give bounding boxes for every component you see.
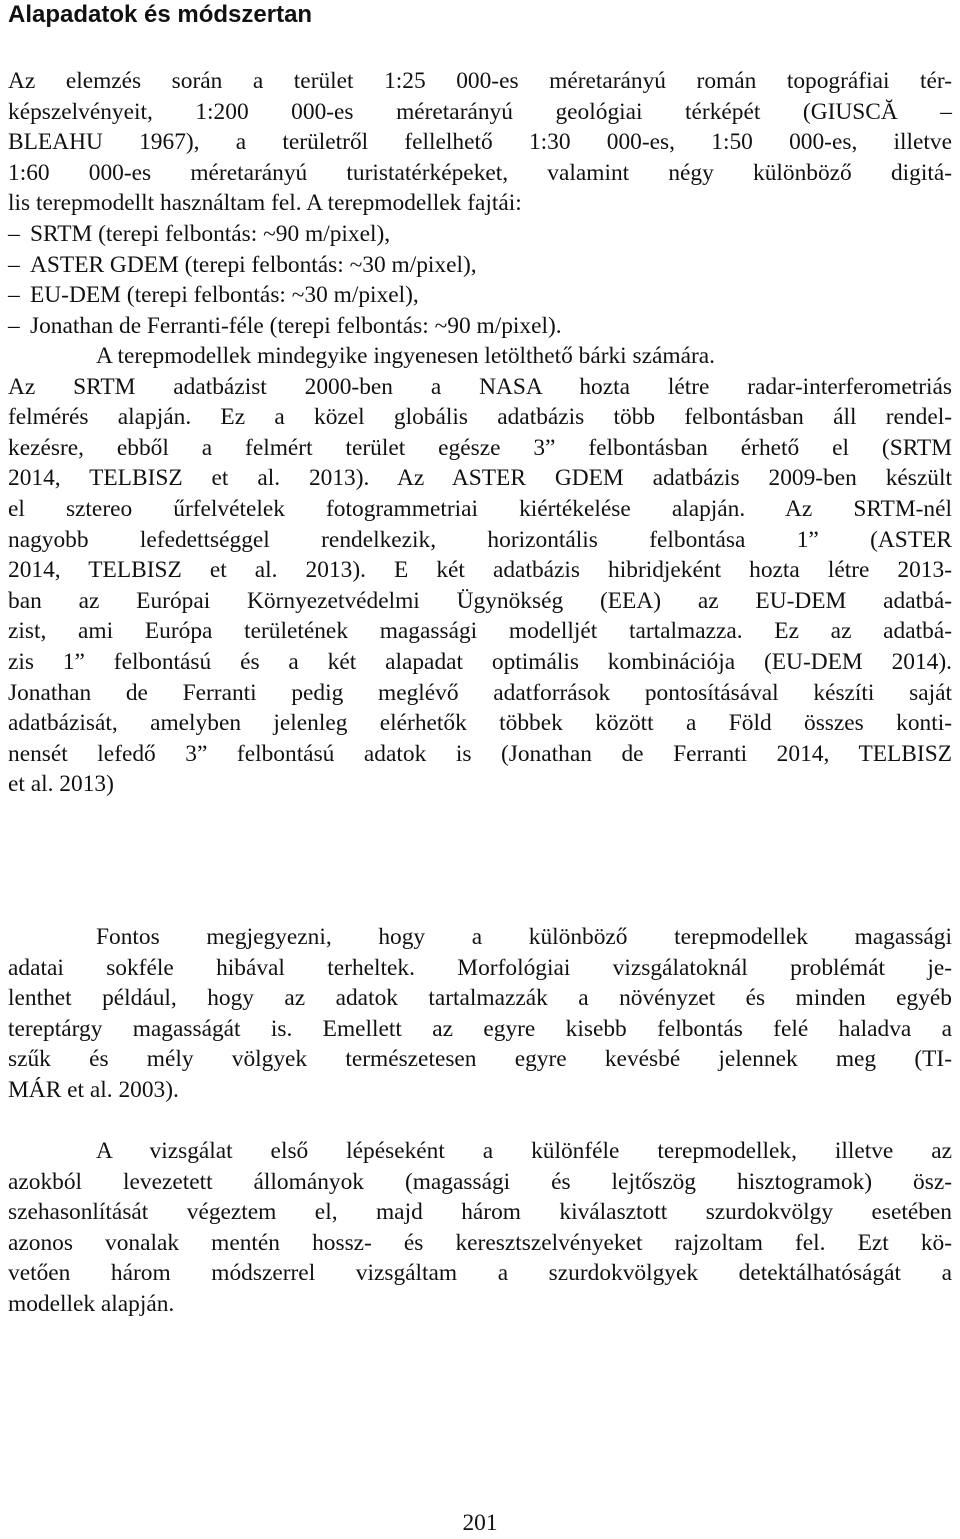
text-line: zis 1” felbontású és a két alapadat optimális kombinációja (EU-DEM 2014).	[8, 648, 952, 675]
list-item	[8, 250, 952, 281]
text-line: A vizsgálat első lépéseként a különféle terepmodellek, illetve az	[96, 1138, 952, 1164]
text-line: adatai sokféle hibával terheltek. Morfológiai vizsgálatoknál problémát je-	[8, 954, 952, 981]
text-line: modellek alapján.	[8, 1290, 175, 1317]
text-line: 2014, TELBISZ et al. 2013). Az ASTER GDEM adatbázis 2009-ben készült	[8, 465, 952, 492]
text-line: szehasonlítását végeztem el, majd három kiválasztott szurdokvölgy esetében	[8, 1199, 952, 1226]
text-line: ban az Európai Környezetvédelmi Ügynökség (EEA) az EU-DEM adatbá-	[8, 587, 952, 614]
text-line: tereptárgy magasságát is. Emellett az egyre kisebb felbontás felé haladva a	[8, 1015, 952, 1042]
text-line: Jonathan de Ferranti pedig meglévő adatforrások pontosításával készíti saját	[8, 679, 952, 706]
list-dash: –	[8, 282, 20, 309]
list-item-text: EU-DEM (terepi felbontás: ~30 m/pixel),	[30, 282, 419, 309]
page-number: 201	[462, 1510, 498, 1536]
list-item-text: ASTER GDEM (terepi felbontás: ~30 m/pixel),	[30, 251, 477, 278]
list-item-text: Jonathan de Ferranti-féle (terepi felbontás: ~90 m/pixel).	[30, 312, 562, 339]
text-line: nagyobb lefedettséggel rendelkezik, horizontális felbontása 1” (ASTER	[8, 526, 952, 553]
paragraph-methods	[8, 1136, 952, 1320]
text-line: adatbázisát, amelyben jelenleg elérhetők többek között a Föld összes konti-	[8, 710, 952, 737]
list-item	[8, 311, 952, 342]
text-line: MÁR et al. 2003).	[8, 1076, 179, 1103]
text-line: lis terepmodellt használtam fel. A terepmodellek fajtái:	[8, 190, 522, 217]
text-line: el sztereo űrfelvételek fotogrammetriai kiértékelése alapján. Az SRTM-nél	[8, 495, 952, 522]
text-line: 2014, TELBISZ et al. 2013). E két adatbázis hibridjeként hozta létre 2013-	[8, 557, 952, 584]
paragraph-databases	[8, 341, 952, 800]
paragraph-intro	[8, 66, 952, 219]
section-heading: Alapadatok és módszertan	[8, 1, 313, 28]
text-line: azokból levezetett állományok (magassági és lejtőszög hisztogramok) ösz-	[8, 1168, 952, 1195]
text-line: Fontos megjegyezni, hogy a különböző terepmodellek magassági	[96, 924, 952, 950]
list-item	[8, 280, 952, 311]
text-line: zist, ami Európa területének magassági modelljét tartalmazza. Ez az adatbá-	[8, 618, 952, 645]
text-line: et al. 2013)	[8, 771, 114, 798]
text-line: kezésre, ebből a felmért terület egésze 3” felbontásban érhető el (SRTM	[8, 434, 952, 461]
text-line: 1:60 000-es méretarányú turistatérképeket, valamint négy különböző digitá-	[8, 159, 952, 186]
text-line: felmérés alapján. Ez a közel globális adatbázis több felbontásban áll rendel-	[8, 404, 952, 431]
text-line: Az elemzés során a terület 1:25 000-es méretarányú román topográfiai tér-	[8, 68, 952, 94]
text-line: A terepmodellek mindegyike ingyenesen letölthető bárki számára.	[96, 343, 715, 369]
text-line: BLEAHU 1967), a területről fellelhető 1:30 000-es, 1:50 000-es, illetve	[8, 129, 952, 156]
list-item-text: SRTM (terepi felbontás: ~90 m/pixel),	[30, 221, 391, 247]
text-line: képszelvényeit, 1:200 000-es méretarányú geológiai térképét (GIUSCĂ –	[8, 98, 952, 125]
text-line: nensét lefedő 3” felbontású adatok is (Jonathan de Ferranti 2014, TELBISZ	[8, 740, 952, 767]
text-line: lenthet például, hogy az adatok tartalmazzák a növényzet és minden egyéb	[8, 985, 952, 1012]
text-line: szűk és mély völgyek természetesen egyre kevésbé jelennek meg (TI-	[8, 1046, 952, 1073]
list-dash: –	[8, 312, 20, 339]
list-dash: –	[8, 221, 20, 247]
list-item	[8, 219, 952, 250]
list-dash: –	[8, 251, 20, 278]
text-line: vetően három módszerrel vizsgáltam a szurdokvölgyek detektálhatóságát a	[8, 1260, 952, 1287]
text-line: Az SRTM adatbázist 2000-ben a NASA hozta létre radar-interferometriás	[8, 373, 952, 400]
text-line: azonos vonalak mentén hossz- és keresztszelvényeket rajzoltam fel. Ezt kö-	[8, 1229, 952, 1256]
paragraph-errors	[8, 922, 952, 1106]
dem-type-list	[8, 219, 952, 341]
